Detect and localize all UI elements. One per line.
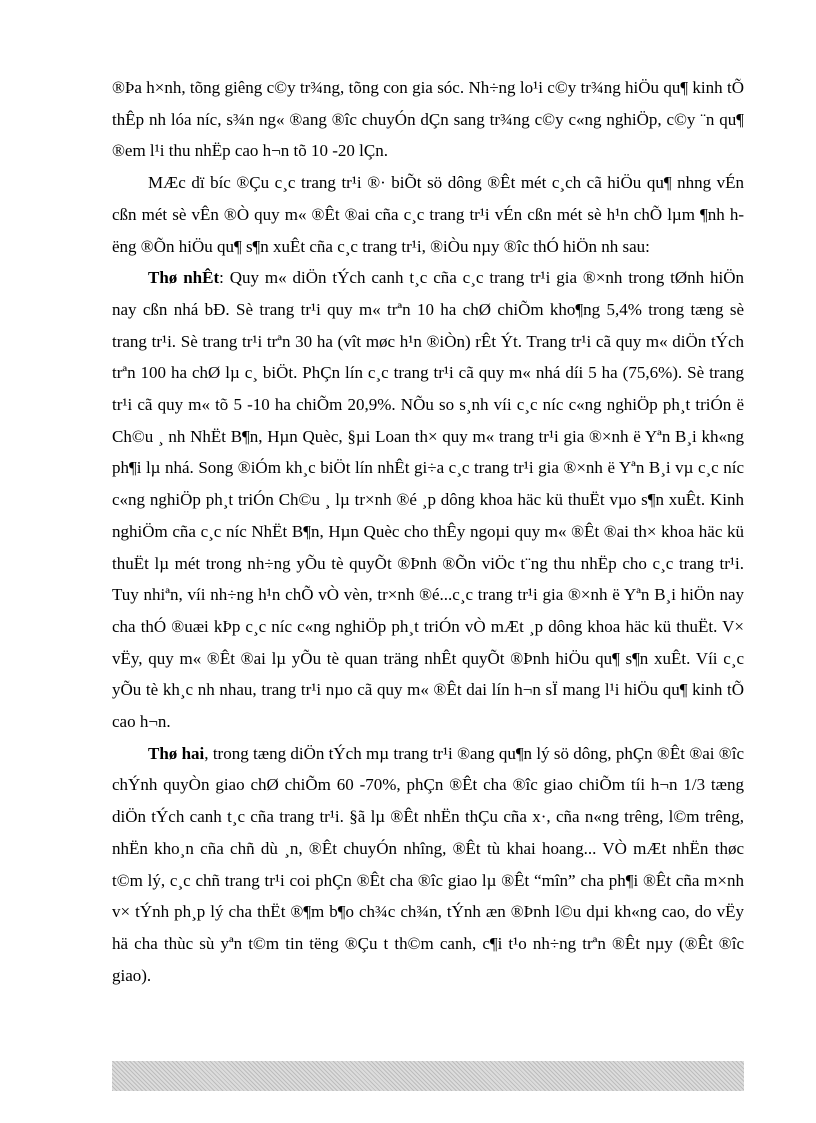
paragraph-text: ®Þa h×nh, tõng giêng c©y tr¾ng, tõng con gia sóc. Nh÷ng lo¹i c©y tr¾ng hiÖu qu¶ kinh tÕ thÊp nh lóa níc, s¾n ng« ®ang ®îc chuyÓn dÇn sang tr¾ng c©y c«ng nghiÖp, c©y ¨n qu¶ ®em l¹i thu nhËp cao h¬n tõ 10 -20 lÇn.	[112, 78, 744, 161]
paragraph-heading-second: Thø hai	[148, 743, 205, 763]
paragraph-text: MÆc dï bíc ®Çu c¸c trang tr¹i ®· biÕt sö dông ®Êt mét c¸ch cã hiÖu qu¶ nhng vÉn cßn mét sè vÊn ®Ò quy m« ®Êt ®ai cña c¸c trang tr¹i vÉn cßn mét sè h¹n chÕ lµm ¶nh hëng ®Õn hiÖu qu¶ s¶n xuÊt cña c¸c trang tr¹i, ®iÒu nµy ®îc thÓ hiÖn nh sau:	[112, 173, 744, 256]
paragraph-intro-continued	[112, 72, 744, 167]
paragraph-text: , trong tæng diÖn tÝch mµ trang tr¹i ®ang qu¶n lý sö dông, phÇn ®Êt ®ai ®îc chÝnh quyÒn giao chØ chiÕm 60 -70%, phÇn ®Êt cha ®îc giao chiÕm tíi h¬n 1/3 tæng diÖn tÝch canh t¸c cña trang tr¹i. §ã lµ ®Êt nhËn thÇu cña x·, cña n«ng trêng, l©m trêng, nhËn kho¸n cña chñ dù ¸n, ®Êt chuyÓn nhîng, ®Êt tù khai hoang... VÒ mÆt nhËn thøc t©m lý, c¸c chñ trang tr¹i coi phÇn ®Êt cha ®îc giao lµ ®Êt “mîn” cha ph¶i ®Êt cña m×nh v× tÝnh ph¸p lý cha thËt ®¶m b¶o ch¾c ch¾n, tÝnh æn ®Þnh l©u dµi kh«ng cao, do vËy hä cha thùc sù yªn t©m tin tëng ®Çu t th©m canh, c¶i t¹o nh÷ng trªn ®Êt nµy (®Êt ®îc giao).	[112, 743, 744, 985]
paragraph-heading-first: Thø nhÊt	[148, 268, 220, 288]
paragraph-second-point	[112, 738, 744, 992]
footer-decorative-bar	[112, 1061, 744, 1091]
paragraph-land-use-limits	[112, 167, 744, 262]
document-body	[112, 72, 744, 991]
paragraph-first-point	[112, 262, 744, 738]
paragraph-text: : Quy m« diÖn tÝch canh t¸c cña c¸c trang tr¹i gia ®×nh trong tØnh hiÖn nay cßn nhá bÐ. Sè trang tr¹i quy m« trªn 10 ha chØ chiÕm kho¶ng 5,4% trong tæng sè trang tr¹i. Sè trang tr¹i trªn 30 ha (vît møc h¹n ®iÒn) rÊt Ýt. Trang tr¹i cã quy m« diÖn tÝch trªn 100 ha chØ lµ c¸ biÖt. PhÇn lín c¸c trang tr¹i cã quy m« nhá díi 5 ha (75,6%). Sè trang tr¹i cã quy m« tõ 5 -10 ha chiÕm 20,9%. NÕu so s¸nh víi c¸c níc c«ng nghiÖp ph¸t triÓn ë Ch©u ¸ nh NhËt B¶n, Hµn Quèc, §µi Loan th× quy m« trang tr¹i gia ®×nh ë Yªn B¸i kh«ng ph¶i lµ nhá. Song ®iÓm kh¸c biÖt lín nhÊt gi÷a c¸c trang tr¹i gia ®×nh ë Yªn B¸i vµ c¸c níc c«ng nghiÖp ph¸t triÓn Ch©u ¸ lµ tr×nh ®é ¸p dông khoa häc kü thuËt vµo s¶n xuÊt. Kinh nghiÖm cña c¸c níc NhËt B¶n, Hµn Quèc cho thÊy ngoµi quy m« ®Êt ®ai th× khoa häc kü thuËt lµ mét trong nh÷ng yÕu tè quyÕt ®Þnh ®Õn viÖc t¨ng thu nhËp cho c¸c trang tr¹i. Tuy nhiªn, víi nh÷ng h¹n chÕ vÒ vèn, tr×nh ®é...c¸c trang tr¹i gia ®×nh ë Yªn B¸i hiÖn nay cha thÓ ®uæi kÞp c¸c níc c«ng nghiÖp ph¸t triÓn vÒ mÆt ¸p dông khoa häc kü thuËt. V× vËy, quy m« ®Êt ®ai lµ yÕu tè quan träng nhÊt quyÕt ®Þnh hiÖu qu¶ s¶n xuÊt. Víi c¸c yÕu tè kh¸c nh nhau, trang tr¹i nµo cã quy m« ®Êt dai lín h¬n sÏ mang l¹i hiÖu qu¶ kinh tÕ cao h¬n.	[112, 268, 745, 732]
